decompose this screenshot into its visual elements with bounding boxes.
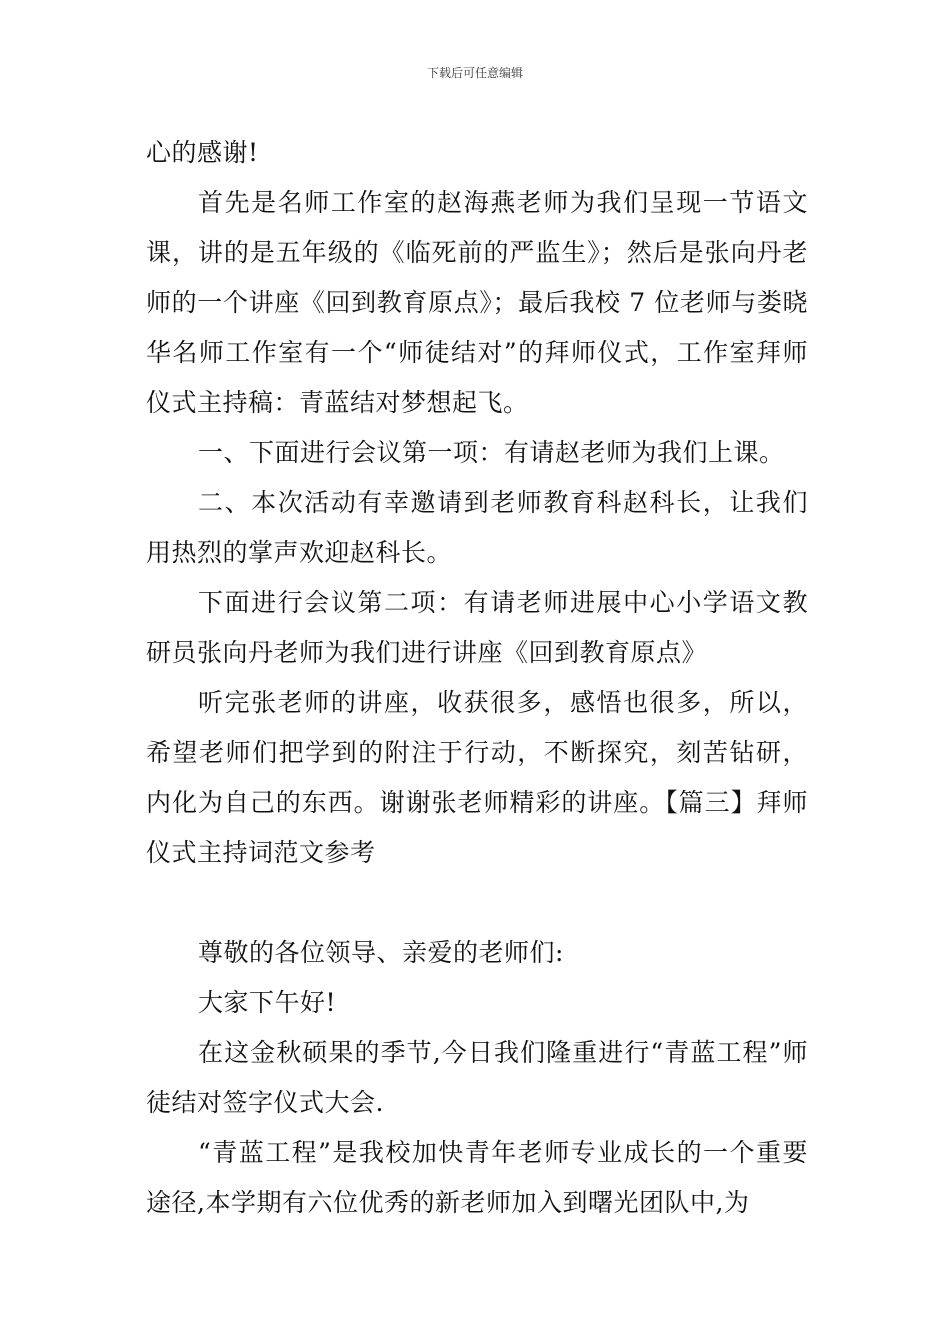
document-body [146, 128, 808, 1228]
paragraph: 首先是名师工作室的赵海燕老师为我们呈现一节语文课，讲的是五年级的《临死前的严监生》；然后是张向丹老师的一个讲座《回到教育原点》；最后我校 7 位老师与娄晓华名师工作室有一个“师徒结对”的拜师仪式，工作室拜师仪式主持稿：青蓝结对梦想起飞。 [146, 188, 808, 417]
paragraph: 尊敬的各位领导、亲爱的老师们: [198, 938, 564, 967]
paragraph: 心的感谢! [146, 138, 259, 167]
page-header: 下载后可任意编辑 [426, 66, 523, 80]
paragraph: “青蓝工程”是我校加快青年老师专业成长的一个重要途径,本学期有六位优秀的新老师加入到曙光团队中,为 [146, 1138, 808, 1217]
paragraph: 听完张老师的讲座，收获很多，感悟也很多，所以，希望老师们把学到的附注于行动，不断探究，刻苦钻研，内化为自己的东西。谢谢张老师精彩的讲座。【篇三】拜师仪式主持词范文参考 [146, 688, 808, 867]
paragraph: 一、下面进行会议第一项：有请赵老师为我们上课。 [198, 438, 785, 467]
paragraph-spacer [146, 878, 808, 928]
paragraph: 下面进行会议第二项：有请老师进展中心小学语文教研员张向丹老师为我们进行讲座《回到教育原点》 [146, 588, 808, 667]
paragraph: 大家下午好! [198, 988, 337, 1017]
paragraph: 在这金秋硕果的季节,今日我们隆重进行“青蓝工程”师徒结对签字仪式大会. [146, 1038, 808, 1117]
paragraph: 二、本次活动有幸邀请到老师教育科赵科长，让我们用热烈的掌声欢迎赵科长。 [146, 488, 808, 567]
